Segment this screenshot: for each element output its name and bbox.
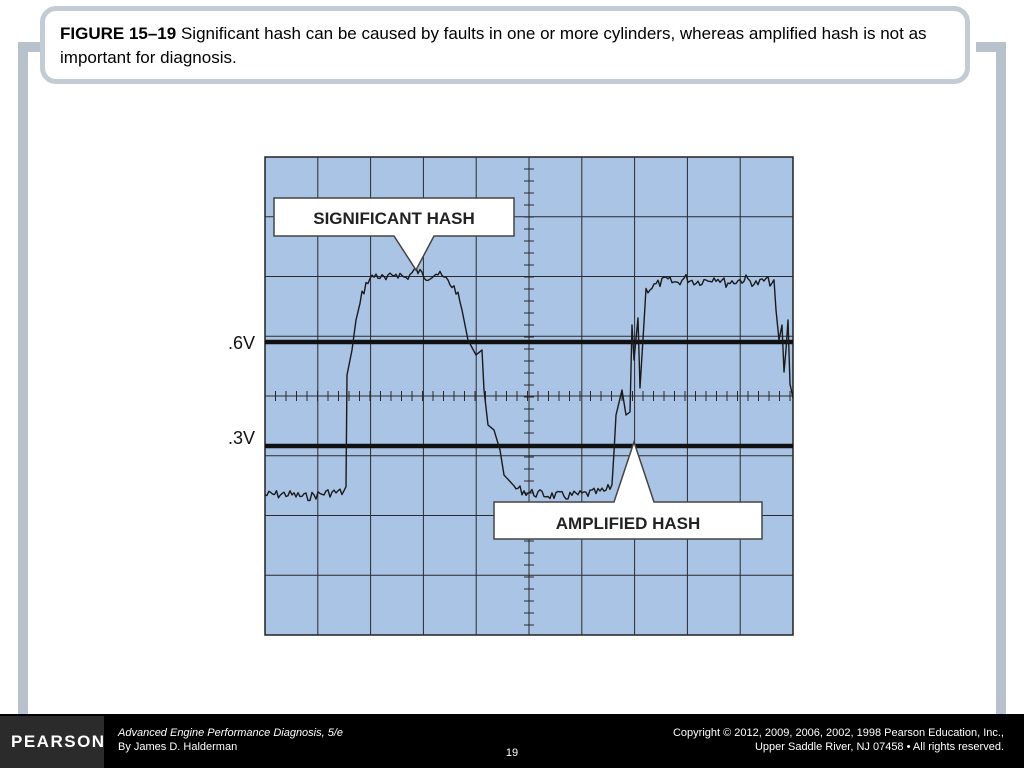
pearson-logo: PEARSON: [11, 732, 106, 751]
level-label-high: .6V: [228, 333, 256, 353]
page-number: 19: [505, 747, 519, 759]
figure-caption: [60, 22, 940, 70]
book-author: By James D. Halderman: [118, 741, 238, 753]
level-label-low: .3V: [228, 428, 256, 448]
caption-text: Significant hash can be caused by faults in one or more cylinders, whereas amplified hash is not as important for diagnosis.: [60, 24, 927, 67]
copyright-line-1: Copyright © 2012, 2009, 2006, 2002, 1998 Pearson Education, Inc.,: [672, 727, 1004, 739]
footer-bar: [0, 714, 1024, 768]
figure-label: FIGURE 15–19: [60, 24, 177, 43]
callout-significant-hash-label: SIGNIFICANT HASH: [313, 209, 475, 228]
copyright-line-2: Upper Saddle River, NJ 07458 • All rights reserved.: [754, 741, 1004, 753]
frame-right-bar: [996, 42, 1006, 714]
book-title: Advanced Engine Performance Diagnosis, 5/e: [118, 727, 344, 739]
callout-amplified-hash-label: AMPLIFIED HASH: [555, 514, 701, 533]
pearson-logo-panel: [0, 716, 104, 768]
frame-left-bar: [18, 42, 28, 714]
oscilloscope-figure: [226, 150, 798, 642]
frame-top-right-bar: [976, 42, 1006, 52]
